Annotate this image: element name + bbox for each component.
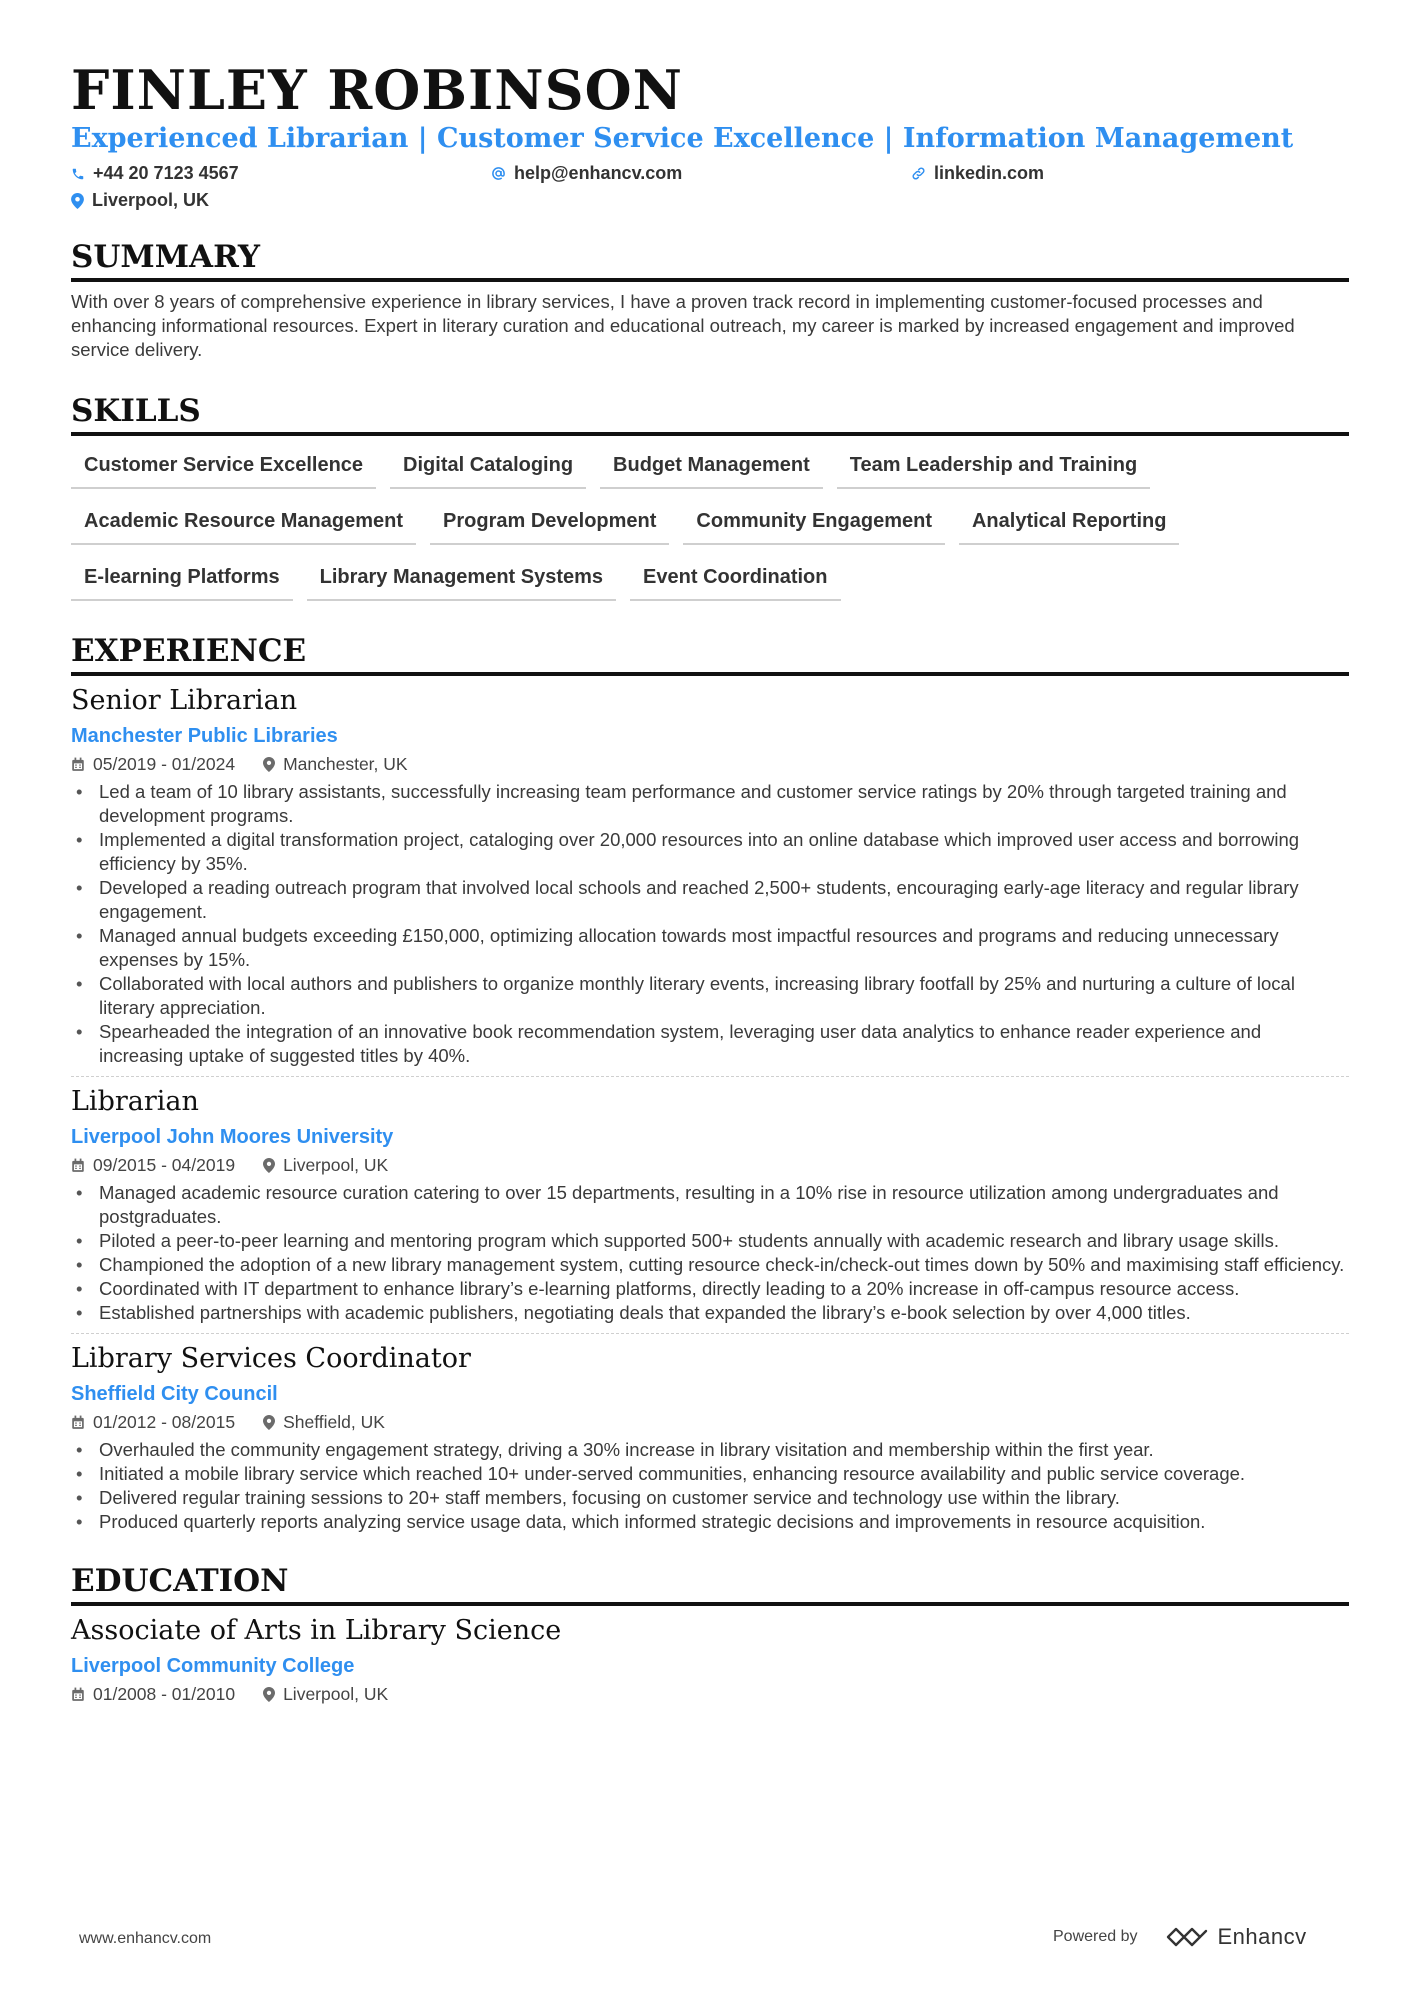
location-text: Liverpool, UK bbox=[92, 190, 210, 210]
bullet-item: • Delivered regular training sessions to 20+ staff members, focusing on customer service and technology use within the library. bbox=[71, 1486, 1349, 1510]
company-name: Sheffield City Council bbox=[71, 1383, 278, 1405]
company-name: Liverpool John Moores University bbox=[71, 1126, 394, 1148]
calendar-icon bbox=[71, 1158, 85, 1173]
bullet-item: • Overhauled the community engagement strategy, driving a 30% increase in library visitation and membership within the first year. bbox=[71, 1438, 1349, 1462]
location-pin-icon bbox=[263, 1158, 275, 1173]
skills-section bbox=[71, 392, 1349, 614]
bullet-item: • Developed a reading outreach program that involved local schools and reached 2,500+ students, encouraging early-age literacy and regular library engagement. bbox=[71, 876, 1349, 924]
link-icon bbox=[911, 166, 926, 181]
education-location: Liverpool, UK bbox=[283, 1683, 389, 1704]
phone-icon bbox=[71, 167, 85, 181]
bullet-item: • Piloted a peer-to-peer learning and mentoring program which supported 500+ students annually with academic research and library usage skills. bbox=[71, 1229, 1349, 1253]
bullet-item: • Led a team of 10 library assistants, successfully increasing team performance and customer service ratings by 20% through targeted training and development programs. bbox=[71, 780, 1349, 828]
powered-by-text: Powered by bbox=[1053, 1928, 1138, 1945]
job-entry bbox=[71, 684, 1349, 1077]
contact-phone[interactable] bbox=[71, 160, 491, 187]
email-text: help@enhancv.com bbox=[514, 163, 683, 183]
contact-info bbox=[71, 160, 1349, 214]
skill-tag: Team Leadership and Training bbox=[837, 446, 1150, 489]
skill-tag: Digital Cataloging bbox=[390, 446, 586, 489]
bullet-item: • Collaborated with local authors and publishers to organize monthly literary events, increasing library footfall by 25% and nurturing a culture of local literary appreciation. bbox=[71, 972, 1349, 1020]
location-pin-icon bbox=[263, 1687, 275, 1702]
skill-tag: Program Development bbox=[430, 502, 669, 545]
degree-title: Associate of Arts in Library Science bbox=[71, 1615, 562, 1646]
at-icon bbox=[491, 166, 506, 181]
linkedin-text: linkedin.com bbox=[934, 163, 1045, 183]
summary-section bbox=[71, 238, 1349, 362]
bullet-item: • Coordinated with IT department to enhance library’s e-learning platforms, directly leading to a 20% increase in off-campus resource access. bbox=[71, 1277, 1349, 1301]
education-heading: EDUCATION bbox=[71, 1562, 1349, 1606]
experience-heading: EXPERIENCE bbox=[71, 632, 1349, 676]
job-meta bbox=[71, 1410, 1349, 1434]
job-dates: 05/2019 - 01/2024 bbox=[93, 753, 236, 774]
job-location: Liverpool, UK bbox=[283, 1154, 389, 1175]
calendar-icon bbox=[71, 1415, 85, 1430]
skills-heading: SKILLS bbox=[71, 392, 1349, 436]
job-bullets bbox=[71, 1438, 1349, 1534]
bullet-item: • Established partnerships with academic publishers, negotiating deals that expanded the library’s e-book selection by over 4,000 titles. bbox=[71, 1301, 1349, 1325]
contact-email[interactable] bbox=[491, 160, 911, 187]
job-dates: 01/2012 - 08/2015 bbox=[93, 1411, 236, 1432]
skill-tag: Budget Management bbox=[600, 446, 823, 489]
company-name: Manchester Public Libraries bbox=[71, 725, 338, 747]
education-meta bbox=[71, 1682, 1349, 1706]
bullet-item: • Managed annual budgets exceeding £150,000, optimizing allocation towards most impactful resources and programs and reducing unnecessary expenses by 15%. bbox=[71, 924, 1349, 972]
summary-heading: SUMMARY bbox=[71, 238, 1349, 282]
job-title: Library Services Coordinator bbox=[71, 1343, 471, 1374]
job-entry bbox=[71, 1085, 1349, 1334]
skill-tag: Library Management Systems bbox=[307, 558, 616, 601]
summary-text: With over 8 years of comprehensive experience in library services, I have a proven track record in implementing customer-focused processes and enhancing informational resources. Expert in literary curation and educational outreach, my career is marked by increased engagement and improved service delivery. bbox=[71, 291, 1295, 360]
education-dates: 01/2008 - 01/2010 bbox=[93, 1683, 236, 1704]
location-pin-icon bbox=[263, 757, 275, 772]
location-pin-icon bbox=[71, 193, 84, 209]
job-location-wrap bbox=[263, 1412, 385, 1433]
bullet-item: • Championed the adoption of a new library management system, cutting resource check-in/check-out times down by 50% and maximising staff efficiency. bbox=[71, 1253, 1349, 1277]
location-pin-icon bbox=[263, 1415, 275, 1430]
job-location: Manchester, UK bbox=[283, 753, 408, 774]
calendar-icon bbox=[71, 757, 85, 772]
job-title: Librarian bbox=[71, 1086, 199, 1117]
resume-page bbox=[71, 58, 1349, 1706]
job-meta bbox=[71, 1153, 1349, 1177]
skill-tag: Customer Service Excellence bbox=[71, 446, 376, 489]
job-title: Senior Librarian bbox=[71, 685, 298, 716]
skills-list bbox=[71, 446, 1349, 614]
job-divider bbox=[71, 1076, 1349, 1077]
candidate-name: FINLEY ROBINSON bbox=[71, 58, 684, 122]
job-dates: 09/2015 - 04/2019 bbox=[93, 1154, 236, 1175]
bullet-item: • Produced quarterly reports analyzing service usage data, which informed strategic decisions and improvements in resource acquisition. bbox=[71, 1510, 1349, 1534]
skill-tag: Event Coordination bbox=[630, 558, 840, 601]
school-name: Liverpool Community College bbox=[71, 1655, 355, 1677]
skill-tag: Community Engagement bbox=[683, 502, 945, 545]
job-entry bbox=[71, 1342, 1349, 1534]
education-section bbox=[71, 1562, 1349, 1706]
skill-tag: Academic Resource Management bbox=[71, 502, 416, 545]
job-location-wrap bbox=[263, 754, 408, 775]
footer-branding bbox=[1053, 1924, 1307, 1950]
headline: Experienced Librarian | Customer Service Excellence | Information Management bbox=[71, 123, 1294, 154]
job-bullets bbox=[71, 1181, 1349, 1325]
enhancv-logo-icon bbox=[1164, 1924, 1210, 1950]
skill-tag: Analytical Reporting bbox=[959, 502, 1179, 545]
job-location-wrap bbox=[263, 1155, 388, 1176]
job-bullets bbox=[71, 780, 1349, 1068]
experience-section bbox=[71, 632, 1349, 1534]
contact-linkedin[interactable] bbox=[911, 160, 1331, 187]
bullet-item: • Managed academic resource curation catering to over 15 departments, resulting in a 10% rise in resource utilization among undergraduates and postgraduates. bbox=[71, 1181, 1349, 1229]
footer-website[interactable]: www.enhancv.com bbox=[79, 1930, 212, 1947]
calendar-icon bbox=[71, 1687, 85, 1702]
brand-name: Enhancv bbox=[1217, 1924, 1307, 1949]
job-meta bbox=[71, 752, 1349, 776]
education-location-wrap bbox=[263, 1684, 388, 1705]
job-divider bbox=[71, 1333, 1349, 1334]
skill-tag: E-learning Platforms bbox=[71, 558, 293, 601]
phone-text: +44 20 7123 4567 bbox=[93, 163, 239, 183]
bullet-item: • Spearheaded the integration of an innovative book recommendation system, leveraging user data analytics to enhance reader experience and increasing uptake of suggested titles by 40%. bbox=[71, 1020, 1349, 1068]
bullet-item: • Initiated a mobile library service which reached 10+ under-served communities, enhancing resource availability and public service coverage. bbox=[71, 1462, 1349, 1486]
bullet-item: • Implemented a digital transformation project, cataloging over 20,000 resources into an online database which improved user access and borrowing efficiency by 35%. bbox=[71, 828, 1349, 876]
job-location: Sheffield, UK bbox=[283, 1411, 385, 1432]
contact-location bbox=[71, 187, 491, 214]
